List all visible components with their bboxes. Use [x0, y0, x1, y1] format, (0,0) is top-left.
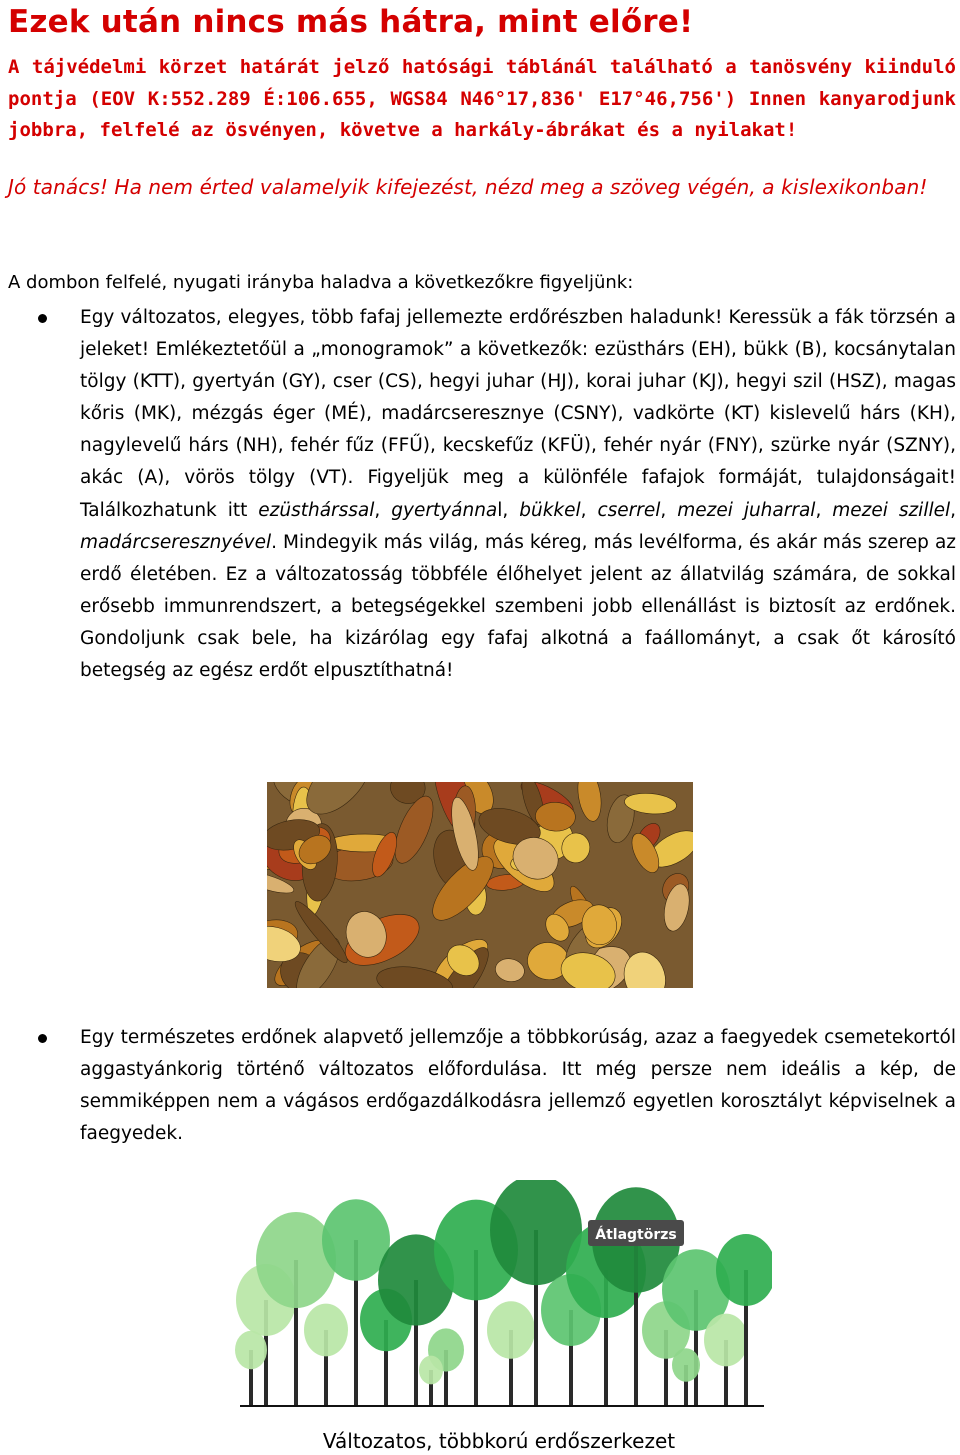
tip-lead: Jó tanács!: [8, 175, 108, 199]
bullet-item-multiage: Egy természetes erdőnek alapvető jellemzője a többkorúság, azaz a faegyedek csemetekortól aggastyánkorig történő változatos előfordulása. Itt még persze nem ideális a kép, de semmiképpen nem a vágásos erdőgazdálkodásra jellemző egyetlen korosztályt képviselnek a faegyedek.: [80, 1027, 956, 1145]
species-name: ezüsthárssal: [258, 499, 375, 521]
species-sep: ,: [950, 499, 957, 521]
bullet-dot-icon: [38, 314, 47, 323]
species-sep: ,: [815, 499, 833, 521]
figure-caption: Változatos, többkorú erdőszerkezet: [322, 1429, 676, 1453]
average-trunk-label: Átlagtörzs: [595, 1227, 677, 1243]
tree-crown: [672, 1348, 700, 1382]
autumn-leaves-photo: [267, 782, 693, 988]
forest-structure-diagram: [226, 1180, 772, 1414]
bullet1-text-a: Egy változatos, elegyes, több fafaj jellemezte erdőrészben haladunk! Keressük a fák törzsén a jeleket! Emlékeztetőül a „monogramok” a következők: ezüsthárs (EH), bükk (B), kocsánytalan tölgy (KTT), gyertyán (GY), cser (CS), hegyi juhar (HJ), korai juhar (KJ), hegyi szil (HSZ), magas kőris (MK), mézgás éger (MÉ), madárcseresznye (CSNY), vadkörte (KT) kislevelű hárs (KH), nagylevelű hárs (NH), fehér fűz (FFŰ), kecskefűz (KFÜ), fehér nyár (FNY), szürke nyár (SZNY), akác (A), vörös tölgy (VT). Figyeljük meg a különféle fafajok formáját, tulajdonságait! Találkozhatunk itt: [80, 307, 956, 521]
species-name: bükkel: [519, 499, 581, 521]
bullet-dot-icon: [38, 1034, 47, 1043]
tree-crown: [235, 1331, 267, 1369]
tree-crown: [419, 1356, 443, 1385]
lead-sentence: A dombon felfelé, nyugati irányba haladva a következőkre figyeljünk:: [8, 272, 634, 293]
species-name: cserrel: [597, 499, 661, 521]
species-sep: ,: [374, 499, 392, 521]
page-title: Ezek után nincs más hátra, mint előre!: [8, 4, 694, 40]
species-name: mezei szillel: [832, 499, 951, 521]
species-sep: ,: [660, 499, 678, 521]
species-name: mezei juharral: [677, 499, 816, 521]
tip-text: Ha nem érted valamelyik kifejezést, nézd meg a szöveg végén, a kislexikonban!: [107, 175, 928, 199]
tree-crown: [304, 1304, 348, 1357]
leaves-image: [267, 782, 693, 988]
tree-crown: [704, 1314, 748, 1367]
species-name: madárcseresznyével: [80, 531, 272, 553]
forest-illustration: [226, 1180, 772, 1414]
bullet-item-species: [80, 302, 956, 687]
bullet1-text-b: . Mindegyik más világ, más kéreg, más levélforma, és akár más szerep az erdő életében. Ez a változatosság többféle élőhelyet jelent az állatvilág számára, de sokkal erősebb immunrendszert, a betegségekkel szembeni jobb ellenállást is biztosít az erdőnek. Gondoljunk csak bele, ha kizárólag egy fafaj alkotná a faállományt, a csak őt károsító betegség az egész erdőt elpusztíthatná!: [80, 531, 956, 682]
species-sep: ,: [580, 499, 598, 521]
intro-paragraph: A tájvédelmi körzet határát jelző hatósági táblánál található a tanösvény kiinduló pontja (EOV K:552.289 É:106.655, WGS84 N46°17,836' E17°46,756') Innen kanyarodjunk jobbra, felfelé az ösvényen, követve a harkály-ábrákat és a nyilakat!: [8, 56, 956, 141]
species-name: gyertyánna: [391, 499, 498, 521]
tree-crown: [487, 1301, 535, 1359]
species-sep: l,: [497, 499, 520, 521]
tip-paragraph: [8, 172, 956, 203]
